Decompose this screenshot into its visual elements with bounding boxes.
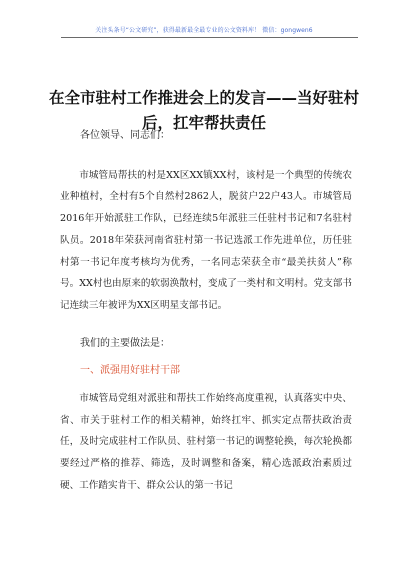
spacer [60, 317, 352, 333]
spacer [60, 147, 352, 165]
document-title: 在全市驻村工作推进会上的发言——当好驻村后，扛牢帮扶责任 [48, 89, 359, 132]
section-1-paragraph: 市城管局党组对派驻和帮扶工作始终高度重视，认真落实中央、省、市关于驻村工作的相关精神，始终扛牢、抓实定点帮扶政治责任，及时完成驻村工作队员、驻村第一书记的调整轮换，每次轮换都要经过严格的推荐、筛选，及时调整和备案，精心选派政治素质过硬、工作踏实肯干、群众公认的第一书记 [60, 393, 352, 491]
intro-methods: 我们的主要做法是： [80, 337, 170, 349]
paragraph-1: 市城管局帮扶的村是XX区XX镇XX村，该村是一个典型的传统农业种植村，全村有5个自然村2862人，脱贫户22户43人。市城管局2016年开始派驻工作队，已经连续5年派驻三任驻村书记和7名驻村队员。2018年荣获河南省驻村第一书记选派工作先进单位，历任驻村第一书记年度考核均为优秀，一名同志荣获全市“最美扶贫人”称号。XX村也由原来的软弱涣散村，变成了一类村和文明村。党支部书记连续三年被评为XX区明星支部书记。 [60, 169, 352, 311]
header-divider [61, 37, 358, 38]
document-body [60, 125, 352, 497]
greeting: 各位领导、同志们： [80, 130, 170, 141]
header-banner: 关注头条号“公文研究”，获得最新最全最专业的公文资料库！ 微信：gongwen6 [95, 27, 313, 34]
section-1-heading: 一、派强用好驻村干部 [80, 365, 180, 377]
